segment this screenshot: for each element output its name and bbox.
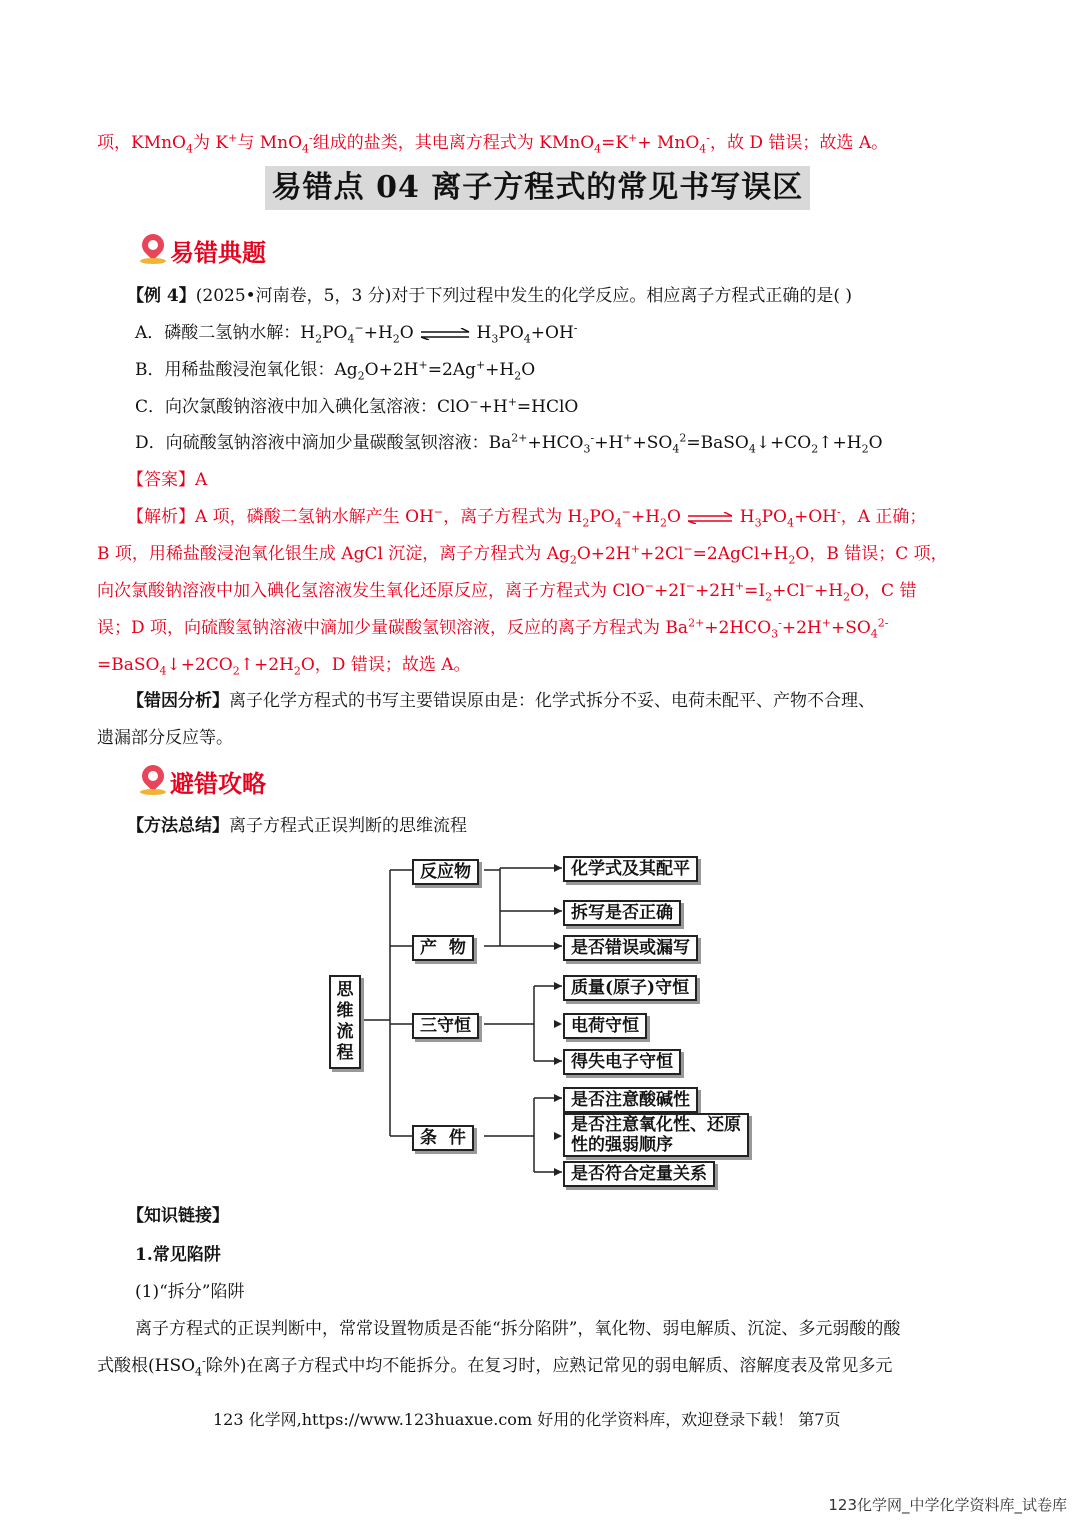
- flow-node-conservation: 三守恒: [412, 1013, 479, 1039]
- option-b: B．用稀盐酸浸泡氧化银：$Ag_2O+2H^+=2Ag^++H_2O$: [135, 358, 536, 383]
- answer: 【答案】A: [127, 470, 208, 490]
- error-cause-line-1: 【错因分析】离子化学方程式的书写主要错误原由是：化学式拆分不妥、电荷未配平、产物不合理、: [127, 691, 875, 711]
- flow-check-splitting: 拆写是否正确: [563, 900, 681, 926]
- option-c: C．向次氯酸钠溶液中加入碘化氢溶液：ClO−+H+=HClO: [135, 395, 579, 417]
- option-a: A．磷酸二氢钠水解：$H_2PO_4^-+H_2O$ $H_3PO_4+OH^-$: [135, 321, 578, 346]
- analysis-line-2: B 项，用稀盐酸浸泡氧化银生成 AgCl 沉淀，离子方程式为 $Ag_2O+2H^++2Cl^-=2AgCl+H_2O$，B 错误；C 项，: [97, 542, 948, 567]
- flow-check-acidity: 是否注意酸碱性: [563, 1087, 698, 1113]
- watermark-text: 123化学网_中学化学资料库_试卷库: [828, 1496, 1067, 1514]
- section-heading-avoid-errors: 避错攻略: [170, 769, 266, 798]
- analysis-line-1: 【解析】A 项，磷酸二氢钠水解产生 OH−，离子方程式为 $H_2PO_4^-+H_2O$ $H_3PO_4+OH^-$，A 正确；: [127, 505, 927, 530]
- analysis-line-5: $=BaSO_4↓+2CO_2↑+2H_2O$，D 错误；故选 A。: [97, 655, 471, 678]
- analysis-line-3: 向次氯酸钠溶液中加入碘化氢溶液发生氧化还原反应，离子方程式为 $ClO^-+2I^-+2H^+=I_2+Cl^-+H_2O$，C 错: [97, 579, 917, 604]
- error-cause-line-2: 遗漏部分反应等。: [97, 728, 233, 748]
- page-footer: 123 化学网,https://www.123huaxue.com 好用的化学资料库，欢迎登录下载！ 第7页: [213, 1410, 841, 1429]
- flow-check-charge-conservation: 电荷守恒: [563, 1013, 647, 1039]
- page-title: 易错点 04 离子方程式的常见书写误区: [265, 166, 810, 210]
- flow-check-missing-products: 是否错误或漏写: [563, 935, 698, 961]
- example-stem: 【例 4】(2025•河南卷，5，3 分)对于下列过程中发生的化学反应。相应离子方程式正确的是( ): [127, 286, 853, 306]
- flow-check-mass-conservation: 质量(原子)守恒: [563, 975, 697, 1001]
- knowledge-paragraph-line-1: 离子方程式的正误判断中，常常设置物质是否能“拆分陷阱”，氧化物、弱电解质、沉淀、多元弱酸的酸: [135, 1319, 901, 1339]
- analysis-line-4: 误；D 项，向硫酸氢钠溶液中滴加少量碳酸氢钡溶液，反应的离子方程式为 $Ba^{2+}+2HCO_3^-+2H^++SO_4^{2-}$: [97, 616, 889, 641]
- flow-node-reactants: 反应物: [412, 859, 479, 885]
- subheading-splitting-trap: (1)“拆分”陷阱: [135, 1282, 245, 1302]
- flow-check-quantitative: 是否符合定量关系: [563, 1161, 715, 1187]
- flow-root-thinking-process: 思 维 流 程: [329, 975, 361, 1069]
- option-d: D．向硫酸氢钠溶液中滴加少量碳酸氢钡溶液：$Ba^{2+}+HCO_3^-+H^++SO_4^2=BaSO_4↓+CO_2↑+H_2O$: [135, 431, 883, 456]
- section-heading-typical-errors: 易错典题: [170, 238, 266, 267]
- knowledge-paragraph-line-2: 式酸根($HSO_4^-$除外)在离子方程式中均不能拆分。在复习时，应熟记常见的弱电解质、溶解度表及常见多元: [97, 1354, 893, 1379]
- flow-node-products: 产 物: [412, 935, 474, 961]
- knowledge-link-tag: 【知识链接】: [127, 1206, 229, 1226]
- continued-analysis-line: 项，KMnO$_4$为 K+与 MnO$_4$-组成的盐类，其电离方程式为 KMnO$_4$=K++ MnO$_4$-，故 D 错误；故选 A。: [97, 131, 889, 156]
- flow-check-formula-balance: 化学式及其配平: [563, 856, 698, 882]
- flow-check-electron-conservation: 得失电子守恒: [563, 1049, 681, 1075]
- flow-node-conditions: 条 件: [412, 1125, 474, 1151]
- flow-check-redox-order: 是否注意氧化性、还原 性的强弱顺序: [563, 1113, 749, 1157]
- subheading-common-traps: 1.常见陷阱: [135, 1245, 221, 1265]
- method-summary: 【方法总结】离子方程式正误判断的思维流程: [127, 816, 467, 836]
